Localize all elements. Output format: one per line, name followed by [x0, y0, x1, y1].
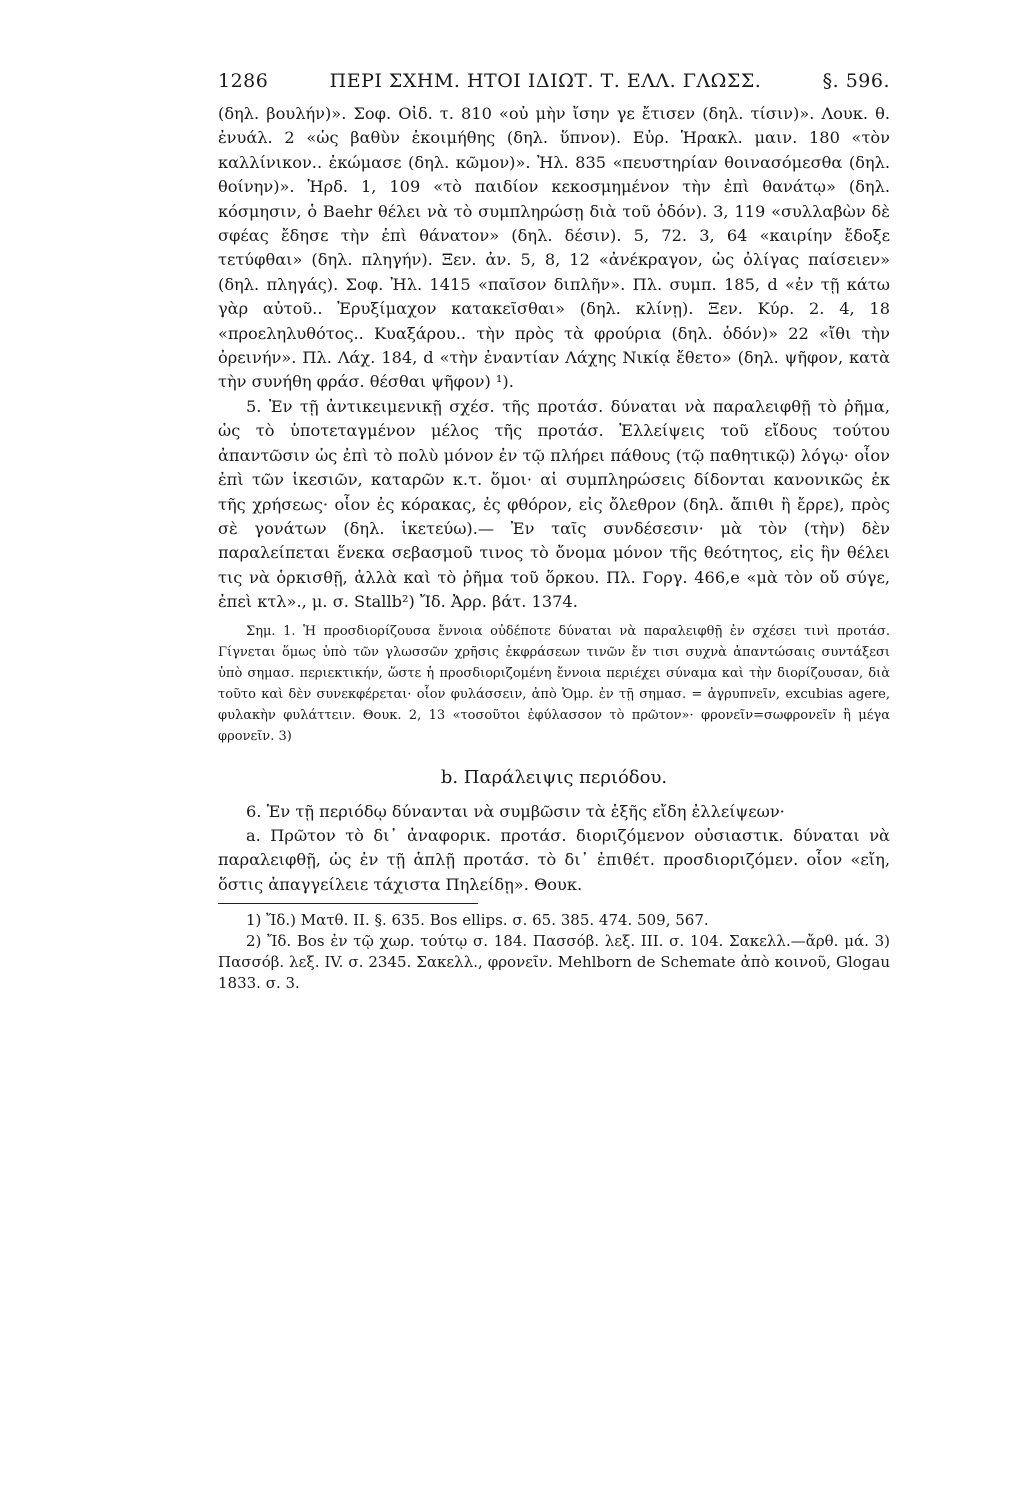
footnote-2: 2) Ἴδ. Bos ἐν τῷ χωρ. τούτῳ σ. 184. Πασσόβ. λεξ. III. σ. 104. Σακελλ.—ἄρθ. μά. 3) Πασσόβ. λεξ. IV. σ. 2345. Σακελλ., φρονεῖν. Mehlborn de Schemate ἀπὸ κοινοῦ, Glogau 1833. σ. 3.: [218, 932, 890, 993]
remark-note: [218, 621, 890, 747]
paragraph-6a: a. Πρῶτον τὸ δι᾽ ἀναφορικ. προτάσ. διοριζόμενον οὐσιαστικ. δύναται νὰ παραλειφθῇ, ὡς ἐν τῇ ἁπλῇ προτάσ. τὸ δι᾽ ἐπιθέτ. προσδιοριζόμεν. οἷον «εἴη, ὅστις ἀπαγγείλειε τάχιστα Πηλείδῃ». Θουκ.: [218, 825, 890, 894]
paragraph-examples: (δηλ. βουλήν)». Σοφ. Οἰδ. τ. 810 «οὐ μὴν ἴσην γε ἔτισεν (δηλ. τίσιν)». Λουκ. θ. ἐνυάλ. 2 «ὡς βαθὺν ἐκοιμήθης (δηλ. ὕπνον). Εὐρ. Ἡρακλ. μαιν. 180 «τὸν καλλίνικον.. ἐκώμασε (δηλ. κῶμον)». Ἠλ. 835 «πευστηρίαν θοινασόμεσθα (δηλ. θοίνην)». Ἡρδ. 1, 109 «τὸ παιδίον κεκοσμημένον τὴν ἐπὶ θανάτῳ» (δηλ. κόσμησιν, ὁ Baehr θέλει νὰ τὸ συμπληρώσῃ διὰ τοῦ ὁδόν). 3, 119 «συλλαβὼν δὲ σφέας ἔδησε τὴν ἐπὶ θάνατον» (δηλ. δέσιν). 5, 72. 3, 64 «καιρίην ἔδοξε τετύφθαι» (δηλ. πληγήν). Ξεν. ἀν. 5, 8, 12 «ἀνέκραγον, ὡς ὀλίγας παίσειεν» (δηλ. πληγάς). Σοφ. Ἠλ. 1415 «παῖσον διπλῆν». Πλ. συμπ. 185, d «ἐν τῇ κάτω γὰρ αὐτοῦ.. Ἐρυξίμαχον κατακεῖσθαι» (δηλ. κλίνῃ). Ξεν. Κύρ. 2. 4, 18 «προεληλυθότος.. Κυαξάρου.. τὴν πρὸς τὰ φρούρια (δηλ. ὁδόν)» 22 «ἴθι τὴν ὀρεινήν». Πλ. Λάχ. 184, d «τὴν ἐναντίαν Λάχης Νικίᾳ ἔθετο» (δηλ. ψῆφον, κατὰ τὴν συνήθη φράσ. θέσθαι ψῆφον) ¹).: [218, 104, 890, 392]
section-b-text: [218, 800, 890, 898]
book-page: [218, 70, 890, 994]
running-header: [218, 70, 890, 92]
section-reference: §. 596.: [822, 70, 890, 92]
footnote-divider: [218, 903, 478, 904]
paragraph-6: 6. Ἐν τῇ περιόδῳ δύνανται νὰ συμβῶσιν τὰ ἑξῆς εἴδη ἐλλείψεων·: [246, 801, 785, 821]
remark-text: Σημ. 1. Ἡ προσδιορίζουσα ἔννοια οὐδέποτε δύναται νὰ παραλειφθῇ ἐν σχέσει τινὶ προτάσ. Γίγνεται ὅμως ὑπὸ τῶν γλωσσῶν χρῆσις ἐκφράσεων τινῶν ἔν τισι συχνὰ ἀπαντώσαις συντάξεσι ὑπὸ σημασ. περιεκτικήν, ὥστε ἡ προσδιοριζομένη ἔννοια περιέχει σύναμα καὶ τὴν διορίζουσαν, διὰ τοῦτο καὶ δὲν συνεκφέρεται· οἷον φυλάσσειν, ἀπὸ Ὁμρ. ἐν τῇ σημασ. = ἀγρυπνεῖν, excubias agere, φυλακὴν φυλάττειν. Θουκ. 2, 13 «τοσοῦτοι ἐφύλασσον τὸ πρῶτον»· φρονεῖν=σωφρονεῖν ἢ μέγα φρονεῖν. 3): [218, 623, 890, 744]
main-text: [218, 102, 890, 615]
page-number: 1286: [218, 70, 269, 92]
footnotes: [218, 910, 890, 994]
footnote-1: 1) Ἴδ.) Ματθ. II. §. 635. Bos ellips. σ. 65. 385. 474. 509, 567.: [246, 911, 709, 930]
paragraph-5: 5. Ἐν τῇ ἀντικειμενικῇ σχέσ. τῆς προτάσ. δύναται νὰ παραλειφθῇ τὸ ῥῆμα, ὡς τὸ ὑποτεταγμένον μέλος τῆς προτάσ. Ἐλλείψεις τοῦ εἴδους τούτου ἀπαντῶσιν ὡς ἐπὶ τὸ πολὺ μόνον ἐν τῷ πλήρει πάθους (τῷ παθητικῷ) λόγῳ· οἷον ἐπὶ τῶν ἱκεσιῶν, καταρῶν κ.τ. ὅμοι· αἱ συμπληρώσεις δίδονται κανονικῶς ἐκ τῆς χρήσεως· οἷον ἐς κόρακας, ἐς φθόρον, εἰς ὄλεθρον (δηλ. ἄπιθι ἢ ἔρρε), πρὸς σὲ γονάτων (δηλ. ἱκετεύω).— Ἐν ταῖς συνδέσεσιν· μὰ τὸν (τὴν) δὲν παραλείπεται ἕνεκα σεβασμοῦ τινος τὸ ὄνομα μόνον τῆς θεότητος, εἰς ἣν θέλει τις νὰ ὁρκισθῇ, ἀλλὰ καὶ τὸ ῥῆμα τοῦ ὅρκου. Πλ. Γοργ. 466,e «μὰ τὸν οὔ σύγε, ἐπεὶ κτλ»., μ. σ. Stallb²) Ἴδ. Ἀρρ. βάτ. 1374.: [218, 396, 890, 612]
section-heading-b: b. Παράλειψις περιόδου.: [440, 766, 668, 788]
running-title: ΠΕΡΙ ΣΧΗΜ. ΗΤΟΙ ΙΔΙΩΤ. Τ. ΕΛΛ. ΓΛΩΣΣ.: [329, 70, 762, 92]
